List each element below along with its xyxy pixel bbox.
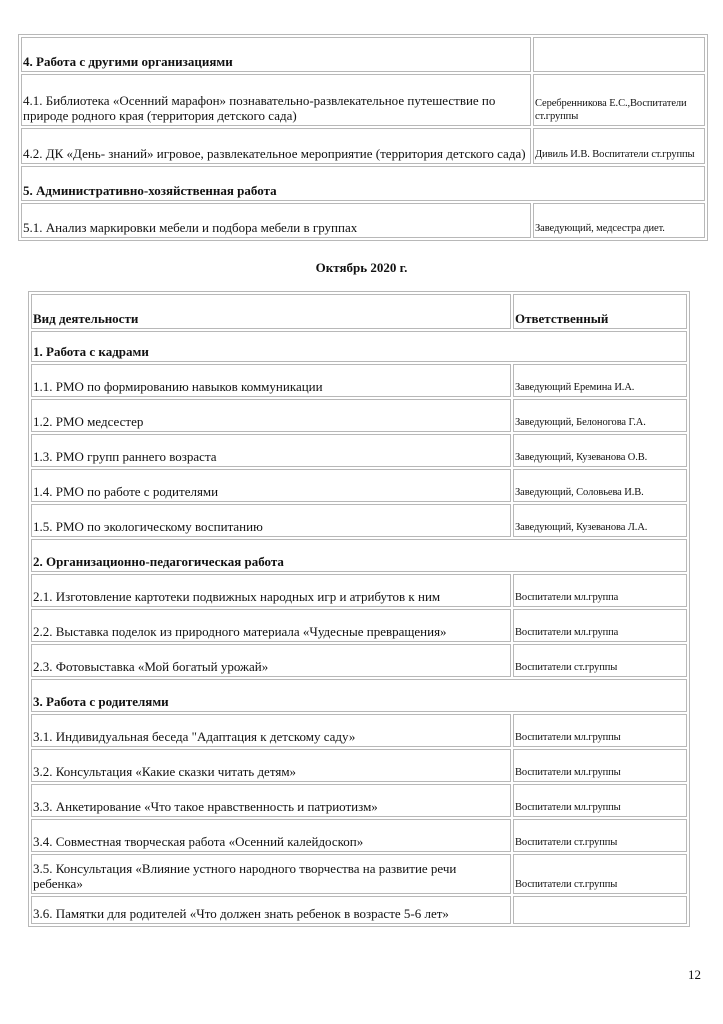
- activity-cell: 1.1. РМО по формированию навыков коммуникации: [31, 364, 511, 397]
- table-row: [31, 749, 687, 782]
- activity-cell: 3.2. Консультация «Какие сказки читать детям»: [31, 749, 511, 782]
- responsible-cell: Заведующий, Белоногова Г.А.: [513, 399, 687, 432]
- month-title: Октябрь 2020 г.: [315, 260, 408, 275]
- table-row: [21, 37, 705, 72]
- responsible-cell: Воспитатели ст.группы: [513, 819, 687, 852]
- activity-cell: 5.1. Анализ маркировки мебели и подбора мебели в группах: [21, 203, 531, 238]
- responsible-column-header: Ответственный: [513, 294, 687, 329]
- table-row: [31, 784, 687, 817]
- table-row: [21, 203, 705, 238]
- responsible-cell: Воспитатели ст.группы: [513, 854, 687, 894]
- table-row: [31, 819, 687, 852]
- activity-cell: 2.3. Фотовыставка «Мой богатый урожай»: [31, 644, 511, 677]
- activity-cell: 2.1. Изготовление картотеки подвижных народных игр и атрибутов к ним: [31, 574, 511, 607]
- activity-cell: 1.4. РМО по работе с родителями: [31, 469, 511, 502]
- october-plan-table: [28, 291, 690, 927]
- activity-cell: 1.2. РМО медсестер: [31, 399, 511, 432]
- table-row: [31, 331, 687, 362]
- table-row: [31, 854, 687, 894]
- activity-cell: 3.5. Консультация «Влияние устного народного творчества на развитие речи ребенка»: [31, 854, 511, 894]
- activity-cell: 1.5. РМО по экологическому воспитанию: [31, 504, 511, 537]
- section-heading: 5. Административно-хозяйственная работа: [21, 166, 705, 201]
- activity-cell: 2.2. Выставка поделок из природного материала «Чудесные превращения»: [31, 609, 511, 642]
- plan-table-continued: [18, 34, 708, 241]
- responsible-cell: Заведующий Еремина И.А.: [513, 364, 687, 397]
- activity-cell: 1.3. РМО групп раннего возраста: [31, 434, 511, 467]
- responsible-cell: Заведующий, Кузеванова Л.А.: [513, 504, 687, 537]
- table-row: [31, 504, 687, 537]
- responsible-cell: Заведующий, Соловьева И.В.: [513, 469, 687, 502]
- responsible-cell: Воспитатели ст.группы: [513, 644, 687, 677]
- table-row: [31, 609, 687, 642]
- responsible-cell: Воспитатели мл.группы: [513, 714, 687, 747]
- responsible-cell: Воспитатели мл.группы: [513, 749, 687, 782]
- table-row: [21, 166, 705, 201]
- activity-cell: 3.4. Совместная творческая работа «Осенний калейдоскоп»: [31, 819, 511, 852]
- table-header-row: [31, 294, 687, 329]
- table-row: [31, 714, 687, 747]
- table-row: [31, 574, 687, 607]
- table-row: [31, 896, 687, 924]
- section-heading: 4. Работа с другими организациями: [21, 37, 531, 72]
- table-row: [21, 74, 705, 126]
- responsible-cell: [513, 896, 687, 924]
- activity-column-header: Вид деятельности: [31, 294, 511, 329]
- responsible-cell: [533, 37, 705, 72]
- responsible-cell: Заведующий, Кузеванова О.В.: [513, 434, 687, 467]
- section-heading: 3. Работа с родителями: [31, 679, 687, 712]
- page-number: 12: [688, 967, 701, 982]
- activity-cell: 3.3. Анкетирование «Что такое нравственность и патриотизм»: [31, 784, 511, 817]
- activity-cell: 4.2. ДК «День- знаний» игровое, развлекательное мероприятие (территория детского сада): [21, 128, 531, 164]
- table-row: [31, 679, 687, 712]
- responsible-cell: Воспитатели мл.группы: [513, 784, 687, 817]
- responsible-cell: Воспитатели мл.группа: [513, 609, 687, 642]
- table-row: [31, 469, 687, 502]
- activity-cell: 4.1. Библиотека «Осенний марафон» познавательно-развлекательное путешествие по природе родного края (территория детского сада): [21, 74, 531, 126]
- responsible-cell: Серебренникова Е.С.,Воспитатели ст.группы: [533, 74, 705, 126]
- table-row: [31, 364, 687, 397]
- table-row: [21, 128, 705, 164]
- responsible-cell: Воспитатели мл.группа: [513, 574, 687, 607]
- section-heading: 1. Работа с кадрами: [31, 331, 687, 362]
- table-row: [31, 399, 687, 432]
- table-row: [31, 539, 687, 572]
- responsible-cell: Заведующий, медсестра диет.: [533, 203, 705, 238]
- section-heading: 2. Организационно-педагогическая работа: [31, 539, 687, 572]
- table-row: [31, 434, 687, 467]
- activity-cell: 3.6. Памятки для родителей «Что должен знать ребенок в возрасте 5-6 лет»: [31, 896, 511, 924]
- activity-cell: 3.1. Индивидуальная беседа "Адаптация к детскому саду»: [31, 714, 511, 747]
- table-row: [31, 644, 687, 677]
- responsible-cell: Дивиль И.В. Воспитатели ст.группы: [533, 128, 705, 164]
